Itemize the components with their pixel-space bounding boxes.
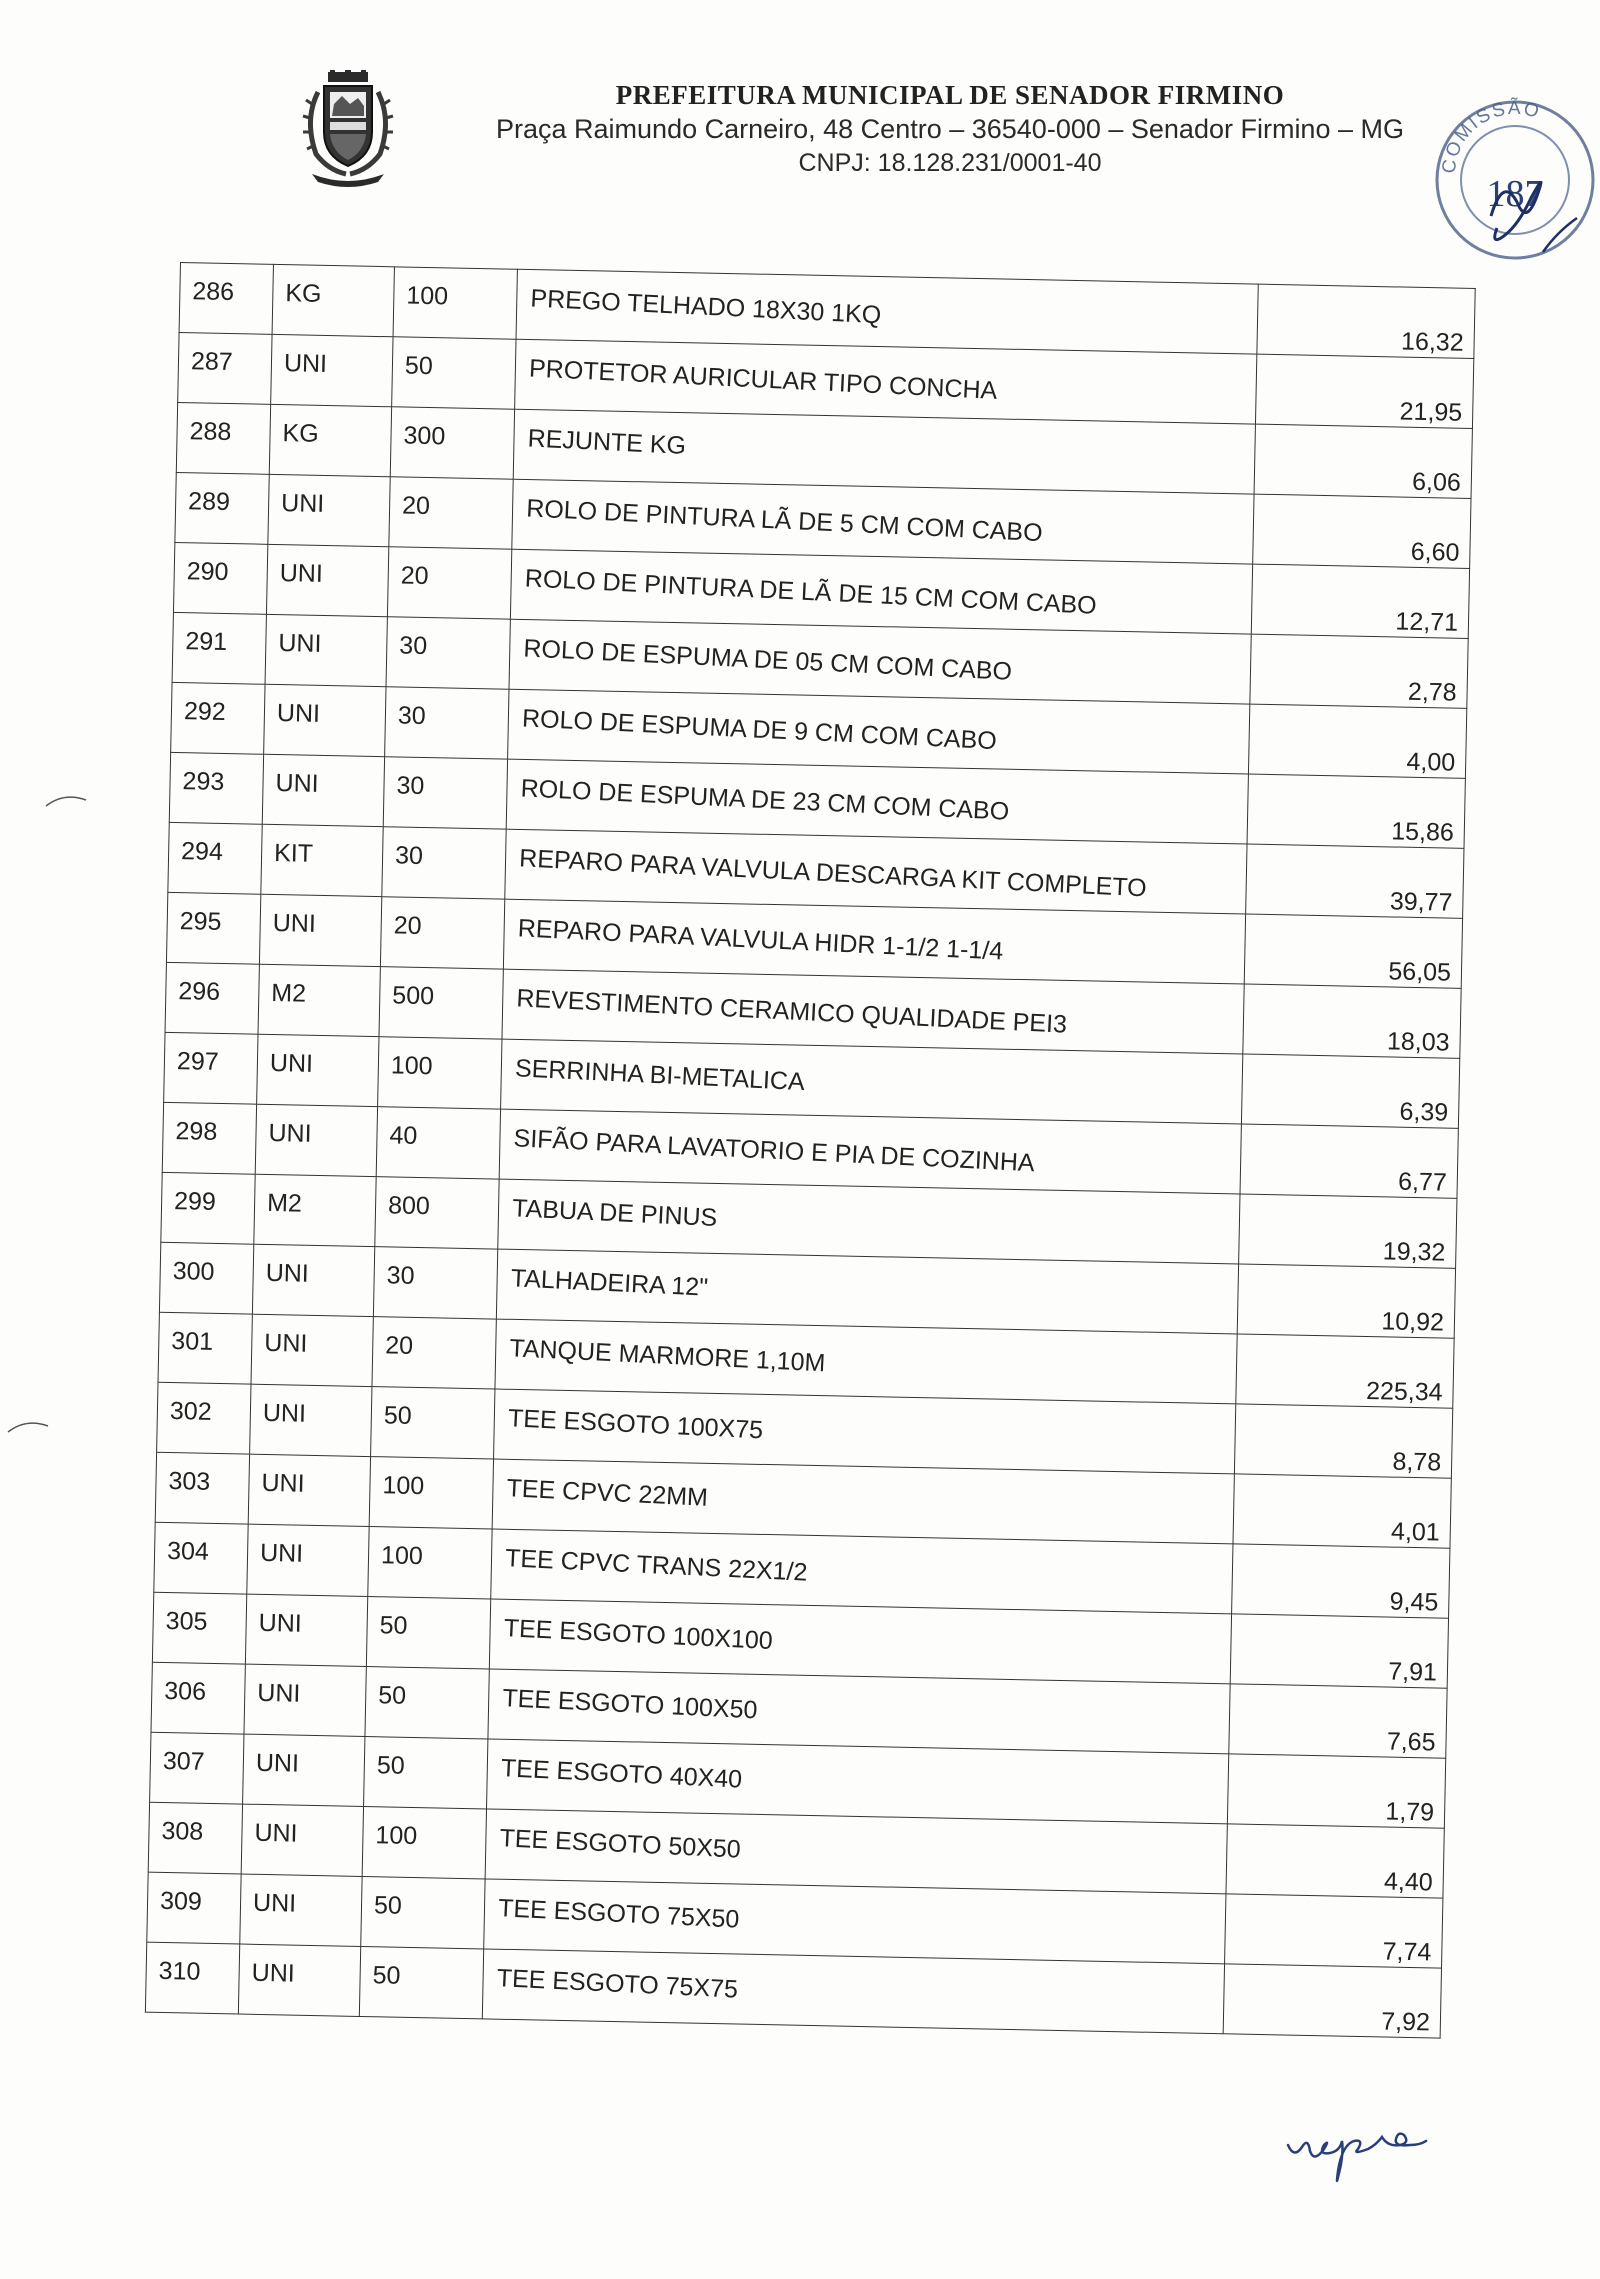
item-number: 304: [166, 1537, 210, 1566]
item-unit-price: 39,77: [1389, 887, 1453, 917]
item-number-cell: [175, 472, 269, 544]
item-quantity: 30: [394, 841, 424, 870]
item-number-cell: [178, 332, 272, 404]
item-quantity-cell: [364, 1737, 488, 1809]
header-address: Praça Raimundo Carneiro, 48 Centro – 36540-000 – Senador Firmino – MG: [496, 114, 1404, 144]
item-description: SERRINHA BI-METALICA: [514, 1054, 806, 1097]
stamp-page-number: 187: [1486, 173, 1544, 215]
item-quantity-cell: [376, 1107, 500, 1179]
item-unit-cell: [248, 1454, 370, 1526]
item-unit-price-cell: [1243, 984, 1461, 1058]
item-unit: M2: [271, 978, 307, 1008]
items-table: [145, 262, 1476, 2039]
item-number-cell: [158, 1312, 252, 1384]
item-number: 289: [187, 487, 231, 517]
item-unit-price-cell: [1250, 634, 1468, 708]
item-quantity-cell: [375, 1177, 499, 1249]
item-quantity: 30: [386, 1261, 415, 1290]
item-quantity: 50: [376, 1751, 405, 1780]
item-unit-cell: [271, 334, 393, 406]
item-unit-cell: [268, 474, 390, 546]
item-unit: M2: [266, 1188, 303, 1218]
item-unit-price-cell: [1239, 1194, 1457, 1268]
item-description: ROLO DE PINTURA DE LÃ DE 15 CM COM CABO: [524, 564, 1098, 620]
item-unit-cell: [272, 264, 394, 336]
item-unit-cell: [245, 1594, 367, 1666]
item-description: TEE ESGOTO 100X100: [503, 1614, 774, 1656]
item-description: PREGO TELHADO 18X30 1KQ: [529, 284, 882, 330]
item-quantity: 800: [387, 1191, 431, 1221]
item-unit: UNI: [272, 908, 317, 938]
item-unit: UNI: [255, 1748, 300, 1778]
item-unit-cell: [258, 964, 380, 1036]
item-unit-cell: [252, 1244, 374, 1316]
item-unit-price-cell: [1247, 774, 1465, 848]
item-unit-price-cell: [1241, 1054, 1459, 1128]
item-number: 293: [182, 767, 225, 796]
item-unit: UNI: [261, 1468, 305, 1498]
item-unit-price-cell: [1240, 1124, 1458, 1198]
item-unit: UNI: [265, 1258, 310, 1288]
item-quantity: 50: [379, 1611, 408, 1640]
item-description: TEE ESGOTO 40X40: [500, 1754, 743, 1794]
item-number-cell: [151, 1662, 245, 1734]
item-description-cell: [482, 1949, 1224, 2034]
item-unit-price-cell: [1248, 704, 1466, 778]
item-unit-cell: [262, 754, 384, 826]
item-number: 287: [190, 347, 234, 377]
item-number: 295: [179, 907, 222, 936]
item-quantity: 30: [396, 771, 425, 801]
item-number-cell: [171, 682, 265, 754]
item-description: TEE ESGOTO 75X50: [497, 1894, 740, 1934]
stamp-text: COMISSÃO: [1438, 97, 1544, 175]
item-quantity-cell: [392, 337, 516, 409]
item-unit-price: 4,40: [1383, 1867, 1434, 1897]
item-number: 291: [185, 627, 228, 657]
item-quantity: 500: [392, 981, 435, 1011]
item-quantity: 100: [380, 1541, 424, 1571]
item-quantity-cell: [385, 687, 509, 759]
item-number-cell: [169, 752, 263, 824]
item-number: 290: [186, 557, 229, 587]
item-number: 301: [171, 1327, 214, 1356]
item-description: TANQUE MARMORE 1,10M: [508, 1334, 827, 1378]
letterhead: [470, 78, 1430, 180]
item-quantity: 30: [399, 631, 428, 661]
item-unit-cell: [269, 404, 391, 476]
item-unit-price: 7,65: [1386, 1727, 1436, 1757]
item-unit: UNI: [280, 489, 325, 518]
item-unit-cell: [265, 614, 387, 686]
items-table-wrapper: [143, 262, 1469, 2108]
item-unit-price: 8,78: [1392, 1447, 1442, 1477]
item-unit-price: 21,95: [1399, 397, 1463, 427]
margin-mark-icon: [44, 790, 89, 810]
item-unit-price: 7,92: [1380, 2007, 1431, 2037]
item-number-cell: [150, 1732, 244, 1804]
item-description: REPARO PARA VALVULA HIDR 1-1/2 1-1/4: [517, 914, 1004, 966]
item-unit-price-cell: [1225, 1894, 1443, 1968]
item-unit: UNI: [257, 1678, 301, 1708]
item-quantity-cell: [369, 1457, 493, 1529]
item-unit: UNI: [278, 629, 322, 658]
item-number: 296: [178, 977, 221, 1006]
item-unit: UNI: [264, 1328, 308, 1358]
item-description: TABUA DE PINUS: [511, 1194, 718, 1233]
item-unit: UNI: [269, 1048, 314, 1078]
item-unit-cell: [240, 1874, 362, 1946]
item-unit-price: 225,34: [1365, 1377, 1443, 1407]
item-unit: UNI: [251, 1958, 296, 1988]
item-number: 297: [176, 1047, 219, 1076]
item-unit-price: 12,71: [1395, 607, 1459, 637]
item-unit-price: 4,01: [1390, 1517, 1441, 1547]
item-unit-price: 16,32: [1400, 327, 1464, 357]
item-unit-cell: [247, 1524, 369, 1596]
item-quantity: 300: [403, 421, 446, 451]
item-quantity-cell: [359, 1946, 483, 2018]
item-quantity-cell: [368, 1527, 492, 1599]
signature-icon: [1282, 2115, 1452, 2195]
item-unit-price-cell: [1244, 914, 1462, 988]
item-quantity-cell: [393, 267, 517, 339]
item-unit-price: 56,05: [1388, 957, 1452, 987]
item-unit-price-cell: [1232, 1544, 1450, 1618]
item-quantity-cell: [365, 1667, 489, 1739]
item-number: 302: [169, 1397, 212, 1426]
item-quantity: 100: [382, 1471, 425, 1501]
item-unit-price: 18,03: [1386, 1027, 1450, 1057]
margin-mark-icon: [6, 1416, 51, 1436]
item-quantity-cell: [380, 897, 504, 969]
item-number-cell: [165, 962, 259, 1034]
item-unit-cell: [244, 1664, 366, 1736]
item-quantity: 20: [400, 561, 429, 591]
municipal-crest-icon: [298, 70, 398, 188]
item-unit-price-cell: [1236, 1334, 1454, 1408]
item-unit-cell: [238, 1944, 360, 2016]
item-unit-cell: [261, 824, 383, 896]
item-description: ROLO DE ESPUMA DE 9 CM COM CABO: [521, 704, 998, 756]
item-unit-cell: [251, 1314, 373, 1386]
item-unit: KG: [282, 419, 319, 448]
header-cnpj: CNPJ: 18.128.231/0001-40: [798, 149, 1102, 177]
item-quantity: 100: [375, 1821, 418, 1851]
item-unit: UNI: [258, 1608, 303, 1638]
item-quantity-cell: [379, 967, 503, 1039]
item-number-cell: [155, 1452, 249, 1524]
item-unit-price-cell: [1227, 1754, 1445, 1828]
item-description: ROLO DE ESPUMA DE 23 CM COM CABO: [520, 774, 1010, 826]
item-number: 292: [183, 697, 226, 727]
item-quantity: 50: [404, 351, 434, 381]
item-number-cell: [147, 1872, 241, 1944]
item-description: ROLO DE ESPUMA DE 05 CM COM CABO: [522, 634, 1013, 686]
item-unit-price: 2,78: [1407, 677, 1457, 707]
item-number: 307: [162, 1746, 205, 1776]
item-unit-cell: [257, 1034, 379, 1106]
item-unit: UNI: [283, 349, 328, 378]
item-quantity-cell: [387, 547, 511, 619]
item-unit-cell: [250, 1384, 372, 1456]
item-unit-price-cell: [1229, 1684, 1447, 1758]
item-description: TEE ESGOTO 75X75: [496, 1964, 739, 2004]
item-unit-cell: [264, 684, 386, 756]
item-quantity-cell: [386, 617, 510, 689]
item-unit: UNI: [262, 1398, 307, 1428]
item-number-cell: [148, 1802, 242, 1874]
item-unit-cell: [259, 894, 381, 966]
item-quantity: 100: [406, 281, 449, 311]
item-unit-price-cell: [1257, 284, 1475, 358]
item-unit: UNI: [279, 559, 324, 588]
item-unit-price-cell: [1255, 354, 1473, 428]
item-quantity: 50: [372, 1961, 401, 1990]
item-quantity: 50: [377, 1681, 407, 1710]
item-number-cell: [164, 1032, 258, 1104]
item-number: 300: [172, 1257, 215, 1286]
commission-stamp-icon: [1425, 92, 1600, 270]
item-unit-price: 6,06: [1411, 467, 1462, 497]
item-unit-cell: [243, 1734, 365, 1806]
item-number: 286: [192, 277, 235, 307]
item-unit-price: 9,45: [1389, 1587, 1439, 1617]
item-quantity: 30: [397, 701, 427, 731]
item-quantity-cell: [378, 1037, 502, 1109]
item-description: SIFÃO PARA LAVATORIO E PIA DE COZINHA: [513, 1124, 1036, 1178]
item-quantity-cell: [373, 1247, 497, 1319]
item-unit-price: 10,92: [1381, 1307, 1445, 1337]
item-unit-price-cell: [1226, 1824, 1444, 1898]
items-table-body: [145, 263, 1475, 2039]
item-description: REVESTIMENTO CERAMICO QUALIDADE PEI3: [515, 984, 1068, 1039]
svg-text:COMISSÃO: [1439, 97, 1543, 175]
header-title: PREFEITURA MUNICIPAL DE SENADOR FIRMINO: [615, 80, 1285, 110]
item-quantity-cell: [371, 1387, 495, 1459]
item-unit-price-cell: [1233, 1474, 1451, 1548]
item-quantity: 20: [393, 911, 422, 940]
item-unit-cell: [266, 544, 388, 616]
item-unit: UNI: [268, 1118, 312, 1148]
item-unit-price-cell: [1254, 424, 1472, 498]
item-description: ROLO DE PINTURA LÃ DE 5 CM COM CABO: [525, 494, 1044, 548]
item-unit-price: 19,32: [1382, 1237, 1446, 1267]
item-unit-price-cell: [1230, 1614, 1448, 1688]
item-unit-price-cell: [1234, 1404, 1452, 1478]
item-quantity-cell: [361, 1876, 485, 1948]
item-number: 305: [165, 1606, 208, 1636]
item-unit-price: 6,39: [1399, 1097, 1449, 1127]
item-quantity-cell: [389, 477, 513, 549]
item-quantity-cell: [383, 757, 507, 829]
item-number-cell: [168, 822, 262, 894]
item-number: 308: [161, 1816, 204, 1846]
item-unit: KG: [285, 279, 322, 308]
item-number-cell: [172, 612, 266, 684]
item-number: 299: [173, 1187, 217, 1216]
item-quantity-cell: [366, 1597, 490, 1669]
item-unit: UNI: [275, 769, 319, 798]
item-number: 303: [168, 1467, 211, 1496]
item-description: PROTETOR AURICULAR TIPO CONCHA: [528, 354, 998, 405]
item-number: 288: [189, 417, 232, 447]
item-unit-price-cell: [1253, 494, 1471, 568]
item-quantity-cell: [390, 407, 514, 479]
item-description: TEE CPVC TRANS 22X1/2: [504, 1544, 809, 1587]
item-unit-cell: [255, 1104, 377, 1176]
item-quantity: 50: [383, 1401, 412, 1430]
item-quantity: 20: [385, 1331, 414, 1360]
item-quantity-cell: [382, 827, 506, 899]
item-unit-price: 7,91: [1388, 1657, 1438, 1687]
item-number-cell: [154, 1522, 248, 1594]
item-number-cell: [173, 542, 267, 614]
item-number: 309: [159, 1886, 203, 1916]
item-number: 306: [164, 1676, 207, 1706]
item-unit: UNI: [276, 699, 321, 728]
item-quantity-cell: [372, 1317, 496, 1389]
item-quantity: 20: [401, 491, 431, 521]
item-unit: UNI: [252, 1888, 297, 1918]
item-number-cell: [162, 1102, 256, 1174]
item-number: 310: [158, 1956, 201, 1986]
item-description: TALHADEIRA 12": [510, 1264, 709, 1302]
item-description: TEE ESGOTO 50X50: [498, 1824, 742, 1864]
item-quantity: 50: [373, 1891, 403, 1920]
item-unit: UNI: [259, 1538, 304, 1568]
item-number-cell: [179, 263, 273, 335]
item-number-cell: [145, 1942, 239, 2014]
item-description: TEE ESGOTO 100X50: [501, 1684, 759, 1725]
item-unit-cell: [241, 1804, 363, 1876]
item-description: REPARO PARA VALVULA DESCARGA KIT COMPLETO: [518, 844, 1148, 903]
item-unit-price: 6,60: [1410, 537, 1460, 567]
item-number-cell: [159, 1242, 253, 1314]
item-unit-cell: [254, 1174, 376, 1246]
item-number-cell: [161, 1172, 255, 1244]
item-unit-price: 1,79: [1385, 1797, 1435, 1827]
item-unit-price-cell: [1223, 1964, 1441, 2038]
item-number-cell: [166, 892, 260, 964]
item-description: TEE CPVC 22MM: [505, 1474, 709, 1512]
item-number-cell: [176, 402, 270, 474]
item-number: 298: [175, 1117, 218, 1146]
item-quantity: 100: [390, 1051, 433, 1081]
item-unit-price: 7,74: [1382, 1937, 1432, 1967]
item-description: TEE ESGOTO 100X75: [507, 1404, 764, 1445]
item-unit: UNI: [254, 1818, 298, 1848]
item-unit: KIT: [273, 839, 314, 868]
item-unit-price: 15,86: [1390, 817, 1455, 847]
item-description: REJUNTE KG: [527, 424, 687, 460]
item-number: 294: [180, 837, 224, 866]
item-number-cell: [152, 1592, 246, 1664]
item-unit-price-cell: [1237, 1264, 1455, 1338]
item-unit-price: 4,00: [1406, 747, 1456, 777]
item-unit-price: 6,77: [1397, 1167, 1448, 1197]
item-unit-price-cell: [1251, 564, 1469, 638]
item-quantity: 40: [389, 1121, 418, 1150]
item-quantity-cell: [362, 1806, 486, 1878]
item-number-cell: [157, 1382, 251, 1454]
item-unit-price-cell: [1246, 844, 1464, 918]
